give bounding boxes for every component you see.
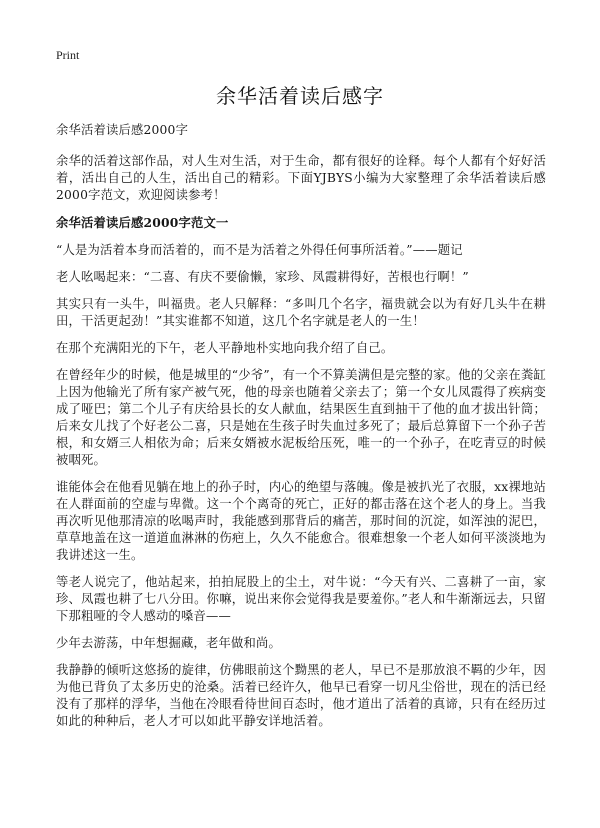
body-paragraph: 在那个充满阳光的下午，老人平静地朴实地向我介绍了自己。 [56, 341, 394, 355]
print-link[interactable]: Print [56, 48, 80, 62]
body-paragraph: 等老人说完了，他站起来，拍拍屁股上的尘土，对牛说：“今天有兴、二喜耕了一亩，家珍、凤霞也耕了七八分田。你嘛，说出来你会觉得我是要羞你。”老人和牛渐渐远去，只留下那粗哑的令人感动的嗓音—— [56, 575, 546, 623]
body-paragraph: 其实只有一头牛，叫福贵。老人只解释：“多叫几个名字，福贵就会以为有好几头牛在耕田，干活更起劲！”其实谁都不知道，这几个名字就是老人的一生！ [56, 297, 546, 328]
body-paragraph: 少年去游荡，中年想掘藏，老年做和尚。 [56, 636, 281, 650]
intro-paragraph: 余华的活着这部作品，对人生对生活，对于生命，都有很好的诠释。每个人都有个好好活着，活出自己的人生，活出自己的精彩。下面YJBYS小编为大家整理了余华活着读后感2000字范文，欢迎阅读参考！ [56, 154, 546, 202]
article-heading-line: 余华活着读后感2000字 [56, 123, 189, 137]
body-paragraph: 在曾经年少的时候，他是城里的“少爷”，有一个不算美满但是完整的家。他的父亲在粪缸上因为他输光了所有家产被气死，他的母亲也随着父亲去了；第一个女儿凤霞得了疾病变成了哑巴；第二个儿子有庆给县长的女人献血，结果医生直到抽干了他的血才拔出针筒；后来女儿找了个好老公二喜，只是她在生孩子时失血过多死了；最后总算留下一个孙子苦根，和女婿三人相依为命；后来女婿被水泥板给压死，唯一的一个孙子，在吃青豆的时候被咽死。 [56, 368, 546, 467]
body-paragraph: 谁能体会在他看见躺在地上的孙子时，内心的绝望与落魄。像是被扒光了衣服，xx裸地站在人群面前的空虚与卑微。这一个个离奇的死亡，正好的都击落在这个老人的身上。当我再次听见他那清凉的吆喝声时，我能感到那背后的痛苦，那时间的沉淀，如浑浊的泥巴，草草地盖在这一道道血淋淋的伤疤上，久久不能愈合。很难想象一个老人如何平淡淡地为我讲述这一生。 [56, 480, 546, 562]
article-body [56, 122, 546, 740]
body-paragraph: “人是为活着本身而活着的，而不是为活着之外得任何事所活着。”——题记 [56, 243, 463, 257]
page-title: 余华活着读后感字 [216, 84, 384, 108]
section-subtitle: 余华活着读后感2000字范文一 [56, 215, 229, 230]
body-paragraph: 我静静的倾听这悠扬的旋律，仿佛眼前这个黝黑的老人，早已不是那放浪不羁的少年，因为他已背负了太多历史的沧桑。活着已经许久，他早已看穿一切凡尘俗世，现在的活已经没有了那样的浮华，当他在冷眼看待世间百态时，他才道出了活着的真谛，只有在经历过如此的种种后，老人才可以如此平静安详地活着。 [56, 663, 546, 728]
body-paragraph: 老人吆喝起来：“二喜、有庆不要偷懒，家珍、凤霞耕得好，苦根也行啊！” [56, 270, 469, 284]
